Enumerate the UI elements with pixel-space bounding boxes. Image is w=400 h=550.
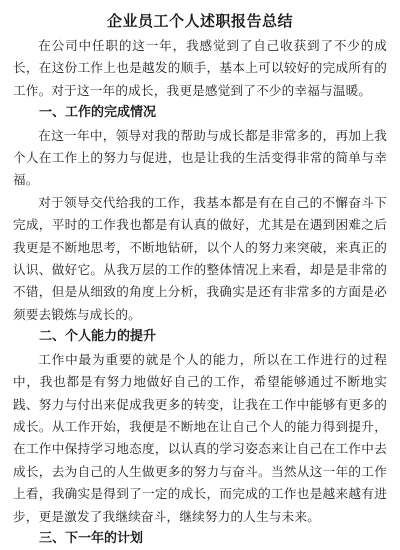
section-1-paragraph-2: 对于领导交代给我的工作，我基本都是有在自己的不懈奋斗下完成，平时的工作我也都是有认真的做好，尤其是在遇到困难之后我更是不断地思考，不断地钻研，以个人的努力来突破，来真正的认识、做好它。从我万层的工作的整体情况上来看，却是是非常的不错，但是从细致的角度上分析，我确实是还有非常多的方面是必须要去锻炼与成长的。 xyxy=(13,194,387,322)
section-1-paragraph-1: 在这一年中，领导对我的帮助与成长都是非常多的，再加上我个人在工作上的努力与促进，也是让我的生活变得非常的简单与幸福。 xyxy=(13,127,387,188)
section-heading-1: 一、工作的完成情况 xyxy=(39,105,157,121)
intro-paragraph: 在公司中任职的这一年，我感觉到了自己收获到了不少的成长，在这份工作上也是越发的顺手，基本上可以较好的完成所有的工作。对于这一年的成长，我更是感觉到了不少的幸福与温暖。 xyxy=(13,38,387,98)
section-heading-2: 二、个人能力的提升 xyxy=(39,329,157,345)
section-2-paragraph-1: 工作中最为重要的就是个人的能力，所以在工作进行的过程中，我也都是有努力地做好自己的工作，希望能够通过不断地实践、努力与付出来促成我更多的转变，让我在工作中能够有更多的成长。从工作开始，我便是不断地在让自己个人的能力得到提升，在工作中保持学习地态度，以认真的学习姿态来让自己在工作中去成长，去为自己的人生做更多的努力与奋斗。当然从这一年的工作上看，我确实是得到了一定的成长，而完成的工作也是越来越有进步，更是激发了我继续奋斗，继续努力的人生与未来。 xyxy=(13,351,387,524)
section-heading-3: 三、下一年的计划 xyxy=(39,530,144,546)
document-title: 企业员工个人述职报告总结 xyxy=(106,12,293,30)
